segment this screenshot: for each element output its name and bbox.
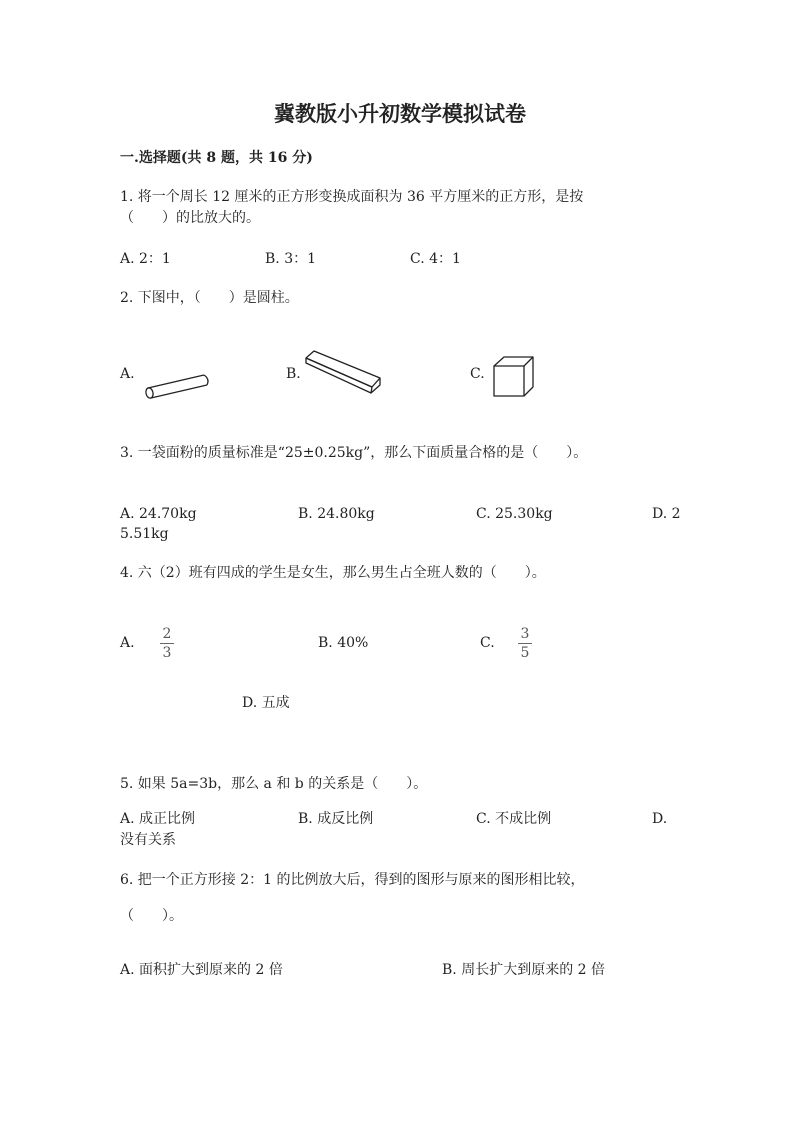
question-3-option-d: D. 2 [652, 506, 681, 522]
question-1-text-cont: （ ）的比放大的。 [120, 210, 260, 226]
question-5-option-d-cont: 没有关系 [120, 832, 176, 848]
question-4-text: 4. 六（2）班有四成的学生是女生，那么男生占全班人数的（ ）。 [120, 565, 546, 581]
fraction-bar [160, 643, 174, 644]
page-title: 冀教版小升初数学模拟试卷 [274, 101, 526, 126]
question-5-text: 5. 如果 5a=3b，那么 a 和 b 的关系是（ ）。 [120, 776, 428, 792]
question-2-option-a: A. [120, 366, 135, 382]
question-6-text: 6. 把一个正方形接 2：1 的比例放大后，得到的图形与原来的图形相比较， [120, 872, 585, 888]
question-1-option-a: A. 2：1 [120, 251, 171, 267]
question-5-option-a: A. 成正比例 [120, 811, 196, 827]
question-6-option-a: A. 面积扩大到原来的 2 倍 [120, 962, 283, 978]
fraction-denominator: 3 [162, 645, 172, 661]
question-6-option-b: B. 周长扩大到原来的 2 倍 [442, 962, 605, 978]
question-3-option-b: B. 24.80kg [298, 506, 375, 522]
question-5-option-b: B. 成反比例 [298, 811, 374, 827]
question-1-text: 1. 将一个周长 12 厘米的正方形变换成面积为 36 平方厘米的正方形，是按 [120, 189, 584, 205]
question-3-option-a: A. 24.70kg [120, 506, 197, 522]
question-3-option-c: C. 25.30kg [476, 506, 553, 522]
question-4-option-a: A. [120, 635, 135, 651]
question-4-option-d: D. 五成 [242, 695, 290, 711]
question-3-text: 3. 一袋面粉的质量标准是“25±0.25kg”，那么下面质量合格的是（ ）。 [120, 445, 588, 461]
fraction-numerator: 3 [520, 626, 530, 642]
triangular-prism-icon [300, 347, 384, 397]
question-1-option-b: B. 3：1 [265, 251, 317, 267]
fraction-bar [518, 643, 532, 644]
question-3-option-d-cont: 5.51kg [120, 526, 169, 542]
cylinder-rod-icon [140, 370, 212, 400]
section-heading: 一.选择题(共 8 题，共 16 分) [120, 150, 313, 166]
question-5-option-d: D. [652, 811, 668, 827]
question-4-option-b: B. 40% [318, 635, 369, 651]
question-2-text: 2. 下图中，（ ）是圆柱。 [120, 290, 299, 306]
fraction-denominator: 5 [520, 645, 530, 661]
fraction-two-thirds [160, 627, 174, 660]
question-2-option-b: B. [286, 366, 301, 382]
question-5-option-c: C. 不成比例 [476, 811, 552, 827]
question-1-option-c: C. 4：1 [410, 251, 461, 267]
fraction-numerator: 2 [162, 626, 172, 642]
fraction-three-fifths [518, 627, 532, 660]
question-4-option-c: C. [480, 635, 495, 651]
cube-icon [490, 354, 536, 398]
question-6-text-cont: （ ）。 [120, 908, 183, 924]
question-2-option-c: C. [470, 366, 485, 382]
